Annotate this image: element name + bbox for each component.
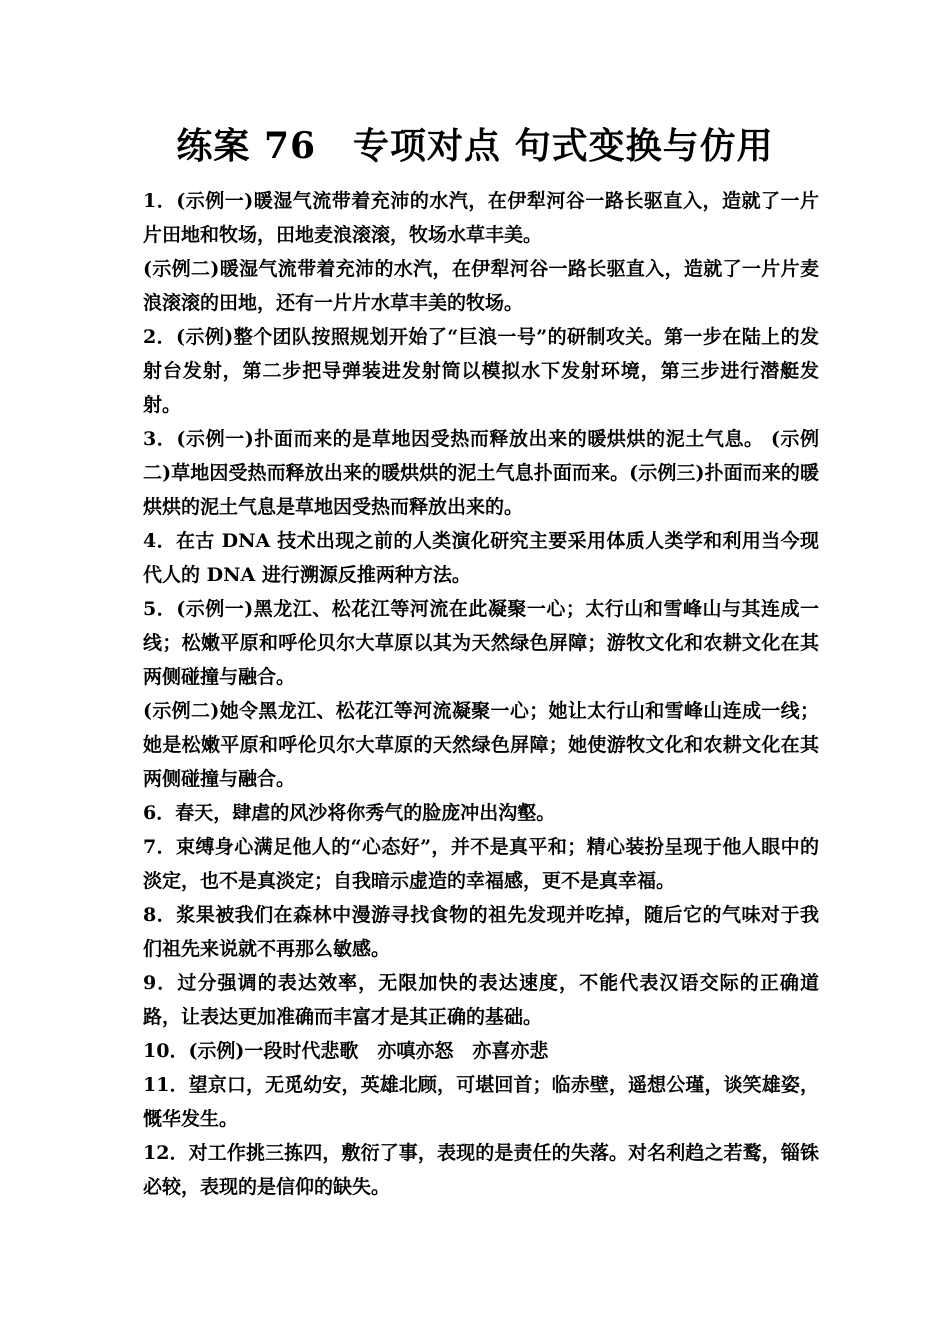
answer-6: 6．春天，肆虐的风沙将你秀气的脸庞冲出沟壑。 — [143, 802, 556, 824]
answer-8: 8．浆果被我们在森林中漫游寻找食物的祖先发现并吃掉，随后它的气味对于我们祖先来说就不再那么敏感。 — [143, 904, 819, 960]
answer-10: 10．(示例)一段时代悲歌 亦嗔亦怒 亦喜亦悲 — [143, 1040, 549, 1062]
page-title: 练案 76 专项对点 句式变换与仿用 — [176, 125, 774, 167]
answer-12: 12．对工作挑三拣四，敷衍了事，表现的是责任的失落。对名利趋之若鹜，锱铢必较，表现的是信仰的缺失。 — [143, 1142, 819, 1198]
answer-5-example-2: (示例二)她令黑龙江、松花江等河流凝聚一心；她让太行山和雪峰山连成一线；她是松嫩平原和呼伦贝尔大草原的天然绿色屏障；她使游牧文化和农耕文化在其两侧碰撞与融合。 — [143, 700, 819, 790]
answer-3: 3．(示例一)扑面而来的是草地因受热而释放出来的暖烘烘的泥土气息。 (示例二)草地因受热而释放出来的暖烘烘的泥土气息扑面而来。(示例三)扑面而来的暖烘烘的泥土气息是草地因受热而释放出来的。 — [143, 428, 819, 518]
answer-5-example-1: 5．(示例一)黑龙江、松花江等河流在此凝聚一心；太行山和雪峰山与其连成一线；松嫩平原和呼伦贝尔大草原以其为天然绿色屏障；游牧文化和农耕文化在其两侧碰撞与融合。 — [143, 598, 819, 688]
answer-9: 9．过分强调的表达效率，无限加快的表达速度，不能代表汉语交际的正确道路，让表达更加准确而丰富才是其正确的基础。 — [143, 972, 819, 1028]
answer-1-example-1: 1．(示例一)暖湿气流带着充沛的水汽，在伊犁河谷一路长驱直入，造就了一片片田地和牧场，田地麦浪滚滚，牧场水草丰美。 — [143, 190, 819, 246]
answer-7: 7．束缚身心满足他人的“心态好”，并不是真平和；精心装扮呈现于他人眼中的淡定，也不是真淡定；自我暗示虚造的幸福感，更不是真幸福。 — [143, 836, 819, 892]
answer-1-example-2: (示例二)暖湿气流带着充沛的水汽，在伊犁河谷一路长驱直入，造就了一片片麦浪滚滚的田地，还有一片片水草丰美的牧场。 — [143, 258, 819, 314]
answer-list — [143, 184, 819, 1204]
answer-2: 2．(示例)整个团队按照规划开始了“巨浪一号”的研制攻关。第一步在陆上的发射台发射，第二步把导弹装进发射筒以模拟水下发射环境，第三步进行潜艇发射。 — [143, 326, 819, 416]
answer-11: 11．望京口，无觅幼安，英雄北顾，可堪回首；临赤壁，遥想公瑾，谈笑雄姿，慨华发生。 — [143, 1074, 819, 1130]
answer-4: 4．在古 DNA 技术出现之前的人类演化研究主要采用体质人类学和利用当今现代人的 DNA 进行溯源反推两种方法。 — [143, 530, 819, 586]
